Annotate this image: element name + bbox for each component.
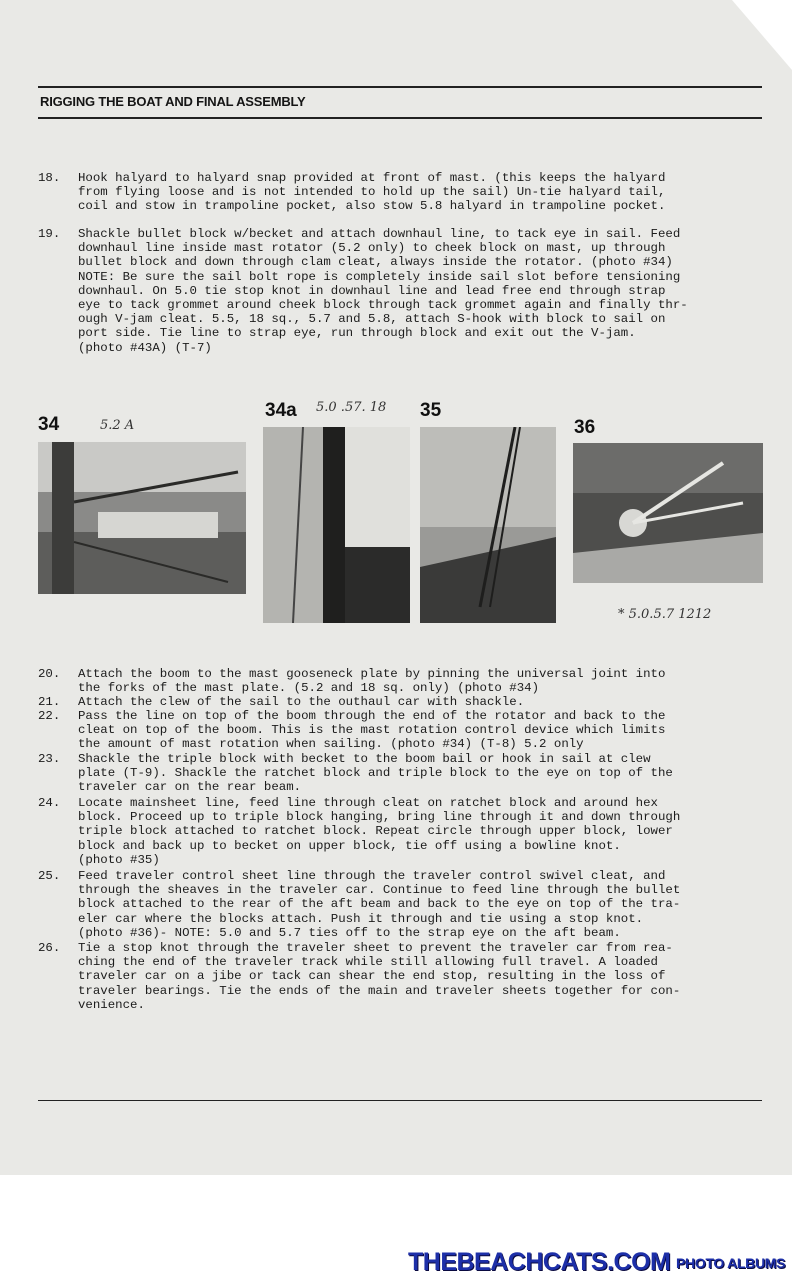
photo-34	[38, 442, 246, 594]
photo-label-34a: 34a	[265, 400, 297, 421]
photo-albums-link[interactable]: PHOTO ALBUMS	[676, 1255, 786, 1271]
header-rule-bottom	[38, 117, 762, 119]
step-text: Shackle the triple block with becket to the boom bail or hook in sail at clew plate (T-9). Shackle the ratchet block and triple block to the eye on top of the traveler car on the rear beam.	[78, 752, 673, 795]
photo-label-36: 36	[574, 417, 596, 438]
step-number: 19.	[38, 227, 61, 241]
step-18	[38, 171, 762, 214]
step-text: Locate mainsheet line, feed line through cleat on ratchet block and around hex block. Proceed up to triple block hanging, bring line through it and down through triple block attached to ratchet block. Repeat circle through upper block, lower block and back up to becket on upper block, tie off using a bowline knot. (photo #35)	[78, 796, 681, 867]
step-number: 23.	[38, 752, 61, 766]
step-text: Shackle bullet block w/becket and attach downhaul line, to tack eye in sail. Feed downhaul line inside mast rotator (5.2 only) to cheek block on mast, up through bullet block and down through clam cleat, always inside the rotator. (photo #34) NOTE: Be sure the sail bolt rope is completely inside sail slot before tensioning downhaul. On 5.0 tie stop knot in downhaul line and lead free end through strap eye to tack grommet around cheek block through tack grommet again and finally thr- ough V-jam cleat. 5.5, 18 sq., 5.7 and 5.8, attach S-hook with block to sail on port side. Tie line to strap eye, run through block and exit out the V-jam. (photo #43A) (T-7)	[78, 227, 688, 355]
step-20	[38, 667, 762, 695]
site-logo[interactable]: THEBEACHCATS.COM	[408, 1248, 671, 1276]
step-number: 20.	[38, 667, 61, 681]
photo-36	[573, 443, 763, 583]
footer-rule	[38, 1100, 762, 1101]
photo-label-35: 35	[420, 400, 442, 421]
step-number: 18.	[38, 171, 61, 185]
step-text: Hook halyard to halyard snap provided at front of mast. (this keeps the halyard from flying loose and is not intended to hold up the sail) Un-tie halyard tail, coil and stow in trampoline pocket, also stow 5.8 halyard in trampoline pocket.	[78, 171, 666, 214]
step-21	[38, 695, 762, 709]
step-number: 21.	[38, 695, 61, 709]
step-number: 24.	[38, 796, 61, 810]
step-text: Feed traveler control sheet line through the traveler control swivel cleat, and through the sheaves in the traveler car. Continue to feed line through the bullet block attached to the rear of the aft beam and back to the eye on top of the tra- eler car where the blocks attach. Push it through and tie using a stop knot. (photo #36)- NOTE: 5.0 and 5.7 ties off to the strap eye on the aft beam.	[78, 869, 681, 940]
step-number: 26.	[38, 941, 61, 955]
step-text: Attach the boom to the mast gooseneck plate by pinning the universal joint into the forks of the mast plate. (5.2 and 18 sq. only) (photo #34)	[78, 667, 666, 696]
step-24	[38, 796, 762, 867]
photo-34a	[263, 427, 410, 623]
step-22	[38, 709, 762, 752]
page-title: RIGGING THE BOAT AND FINAL ASSEMBLY	[40, 94, 306, 109]
header-rule-top	[38, 86, 762, 88]
handwritten-note-34: 5.2 A	[100, 418, 135, 433]
step-text: Pass the line on top of the boom through the end of the rotator and back to the cleat on top of the boom. This is the mast rotation control device which limits the amount of mast rotation when sailing. (photo #34) (T-8) 5.2 only	[78, 709, 666, 752]
step-26	[38, 941, 762, 1012]
step-number: 22.	[38, 709, 61, 723]
step-number: 25.	[38, 869, 61, 883]
step-19	[38, 227, 762, 355]
step-text: Tie a stop knot through the traveler sheet to prevent the traveler car from rea- ching the end of the traveler track while still allowing full travel. A loaded traveler car on a jibe or tack can shear the end stop, resulting in the loss of traveler bearings. Tie the ends of the main and traveler sheets together for con- venience.	[78, 941, 681, 1012]
photo-label-34: 34	[38, 414, 60, 435]
step-text: Attach the clew of the sail to the outhaul car with shackle.	[78, 695, 525, 709]
photo-35	[420, 427, 556, 623]
handwritten-note-36: * 5.0.5.7 1212	[618, 607, 712, 622]
torn-corner	[732, 0, 792, 70]
handwritten-note-34a: 5.0 .57. 18	[316, 400, 387, 415]
step-25	[38, 869, 762, 940]
step-23	[38, 752, 762, 795]
